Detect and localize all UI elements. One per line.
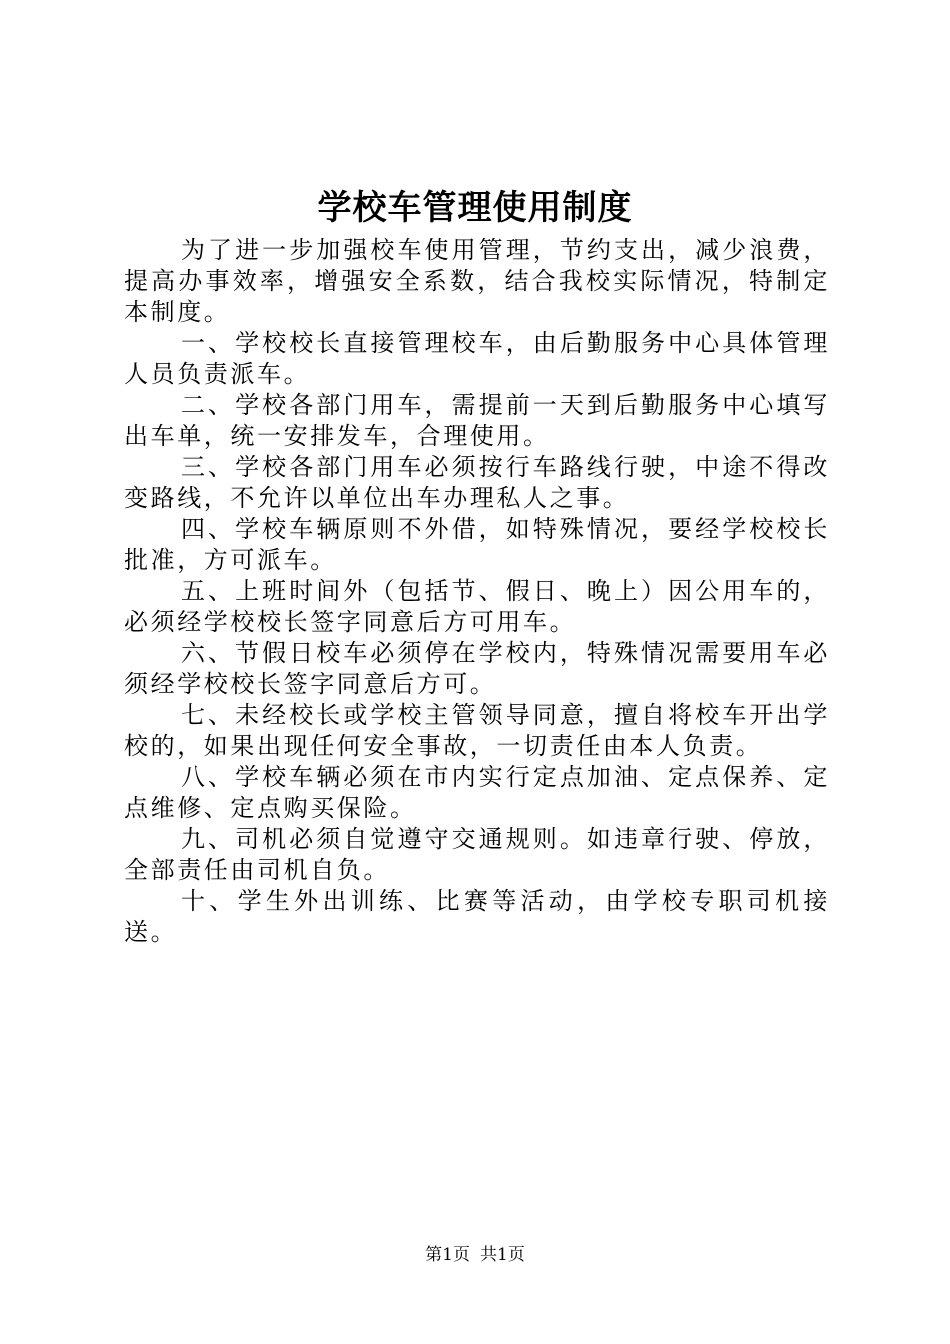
paragraph-rule-8: 八、学校车辆必须在市内实行定点加油、定点保养、定点维修、定点购买保险。 [124, 763, 830, 822]
paragraph-rule-4: 四、学校车辆原则不外借，如特殊情况，要经学校校长批准，方可派车。 [124, 515, 830, 574]
paragraph-rule-3: 三、学校各部门用车必须按行车路线行驶，中途不得改变路线，不允许以单位出车办理私人之事。 [124, 453, 830, 512]
page-number-current: 第1页 [425, 1245, 470, 1265]
paragraph-rule-10: 十、学生外出训练、比赛等活动，由学校专职司机接送。 [124, 887, 830, 946]
page-footer [0, 1243, 950, 1267]
paragraph-rule-9: 九、司机必须自觉遵守交通规则。如违章行驶、停放，全部责任由司机自负。 [124, 825, 830, 884]
paragraph-rule-6: 六、节假日校车必须停在学校内，特殊情况需要用车必须经学校校长签字同意后方可。 [124, 639, 830, 698]
paragraph-rule-1: 一、学校校长直接管理校车，由后勤服务中心具体管理人员负责派车。 [124, 329, 830, 388]
paragraph-rule-7: 七、未经校长或学校主管领导同意，擅自将校车开出学校的，如果出现任何安全事故，一切责任由本人负责。 [124, 701, 830, 760]
document-body [124, 235, 830, 948]
paragraph-rule-2: 二、学校各部门用车，需提前一天到后勤服务中心填写出车单，统一安排发车，合理使用。 [124, 391, 830, 450]
document-title: 学校车管理使用制度 [317, 188, 633, 228]
page-number-total: 共1页 [480, 1245, 525, 1265]
paragraph-intro: 为了进一步加强校车使用管理，节约支出，减少浪费，提高办事效率，增强安全系数，结合我校实际情况，特制定本制度。 [124, 236, 830, 326]
paragraph-rule-5: 五、上班时间外（包括节、假日、晚上）因公用车的，必须经学校校长签字同意后方可用车。 [124, 577, 830, 636]
